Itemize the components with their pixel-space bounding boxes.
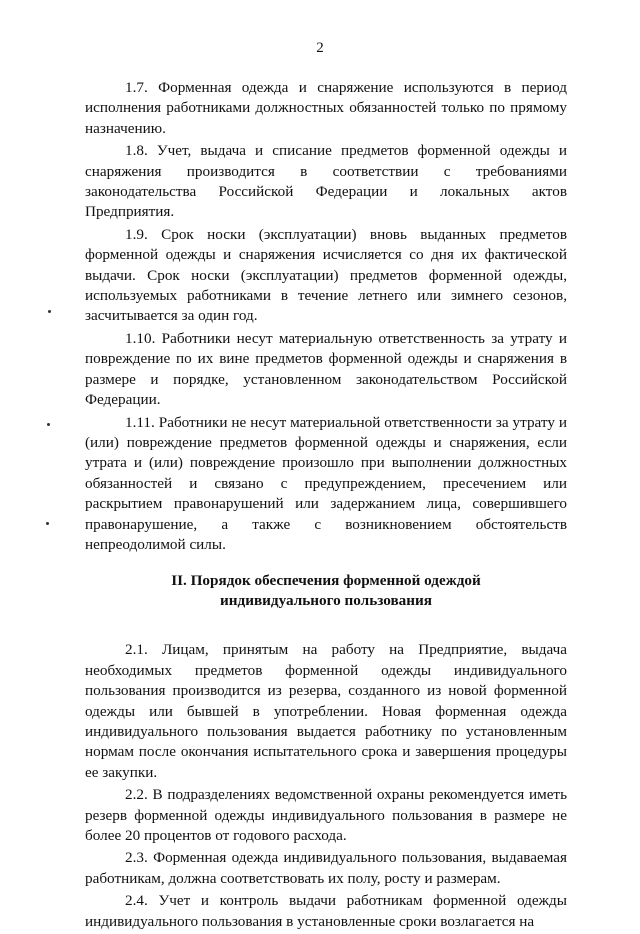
- paragraph-1-7: 1.7. Форменная одежда и снаряжение используются в период исполнения работниками должностных обязанностей только по прямому назначению.: [85, 79, 567, 137]
- paragraph-2-4: 2.4. Учет и контроль выдачи работникам форменной одежды индивидуального пользования в установленные сроки возлагается на: [85, 892, 567, 930]
- paragraph-1-10: 1.10. Работники несут материальную ответственность за утрату и повреждение по их вине предметов форменной одежды и снаряжения в размере и порядке, установленном законодательством Российской Федерации.: [85, 329, 567, 409]
- section-2-title-line-2: индивидуального пользования: [220, 592, 432, 610]
- paragraph-2-3: 2.3. Форменная одежда индивидуального пользования, выдаваемая работникам, должна соответствовать их полу, росту и размерам.: [85, 849, 567, 887]
- paragraph-1-11: 1.11. Работники не несут материальной ответственности за утрату и (или) повреждение предметов форменной одежды и снаряжения, если утрата и (или) повреждение произошло при выполнении должностных обязанностей и связано с предупреждением, пресечением или раскрытием правонарушений или задержанием лица, совершившего правонарушение, а также с возникновением обстоятельств непреодолимой силы.: [85, 413, 567, 553]
- paragraph-2-2: 2.2. В подразделениях ведомственной охраны рекомендуется иметь резерв форменной одежды индивидуального пользования в размере не более 20 процентов от годового расхода.: [85, 786, 567, 844]
- document-body: [85, 78, 567, 934]
- section-2-title: [85, 571, 567, 611]
- scan-mark-2: [47, 423, 50, 426]
- paragraph-1-9: 1.9. Срок носки (эксплуатации) вновь выданных предметов форменной одежды и снаряжения исчисляется со дня их фактической выдачи. Срок носки (эксплуатации) предметов форменной одежды, используемых работниками в течение летнего или зимнего сезонов, засчитывается за один год.: [85, 225, 567, 325]
- page-number: 2: [316, 40, 324, 56]
- paragraph-1-8: 1.8. Учет, выдача и списание предметов форменной одежды и снаряжения производится в соответствии с требованиями законодательства Российской Федерации и локальных актов Предприятия.: [85, 142, 567, 221]
- section-2-title-line-1: II. Порядок обеспечения форменной одеждой: [171, 572, 481, 590]
- paragraph-2-1: 2.1. Лицам, принятым на работу на Предприятие, выдача необходимых предметов форменной одежды индивидуального пользования производится из резерва, созданного из новой форменной одежды или бывшей в употреблении. Новая форменная одежда индивидуального пользования выдается работнику по установленным нормам после окончания испытательного срока и завершения процедуры ее закупки.: [85, 641, 567, 781]
- scan-mark-1: [48, 310, 51, 313]
- scan-mark-3: [46, 522, 49, 525]
